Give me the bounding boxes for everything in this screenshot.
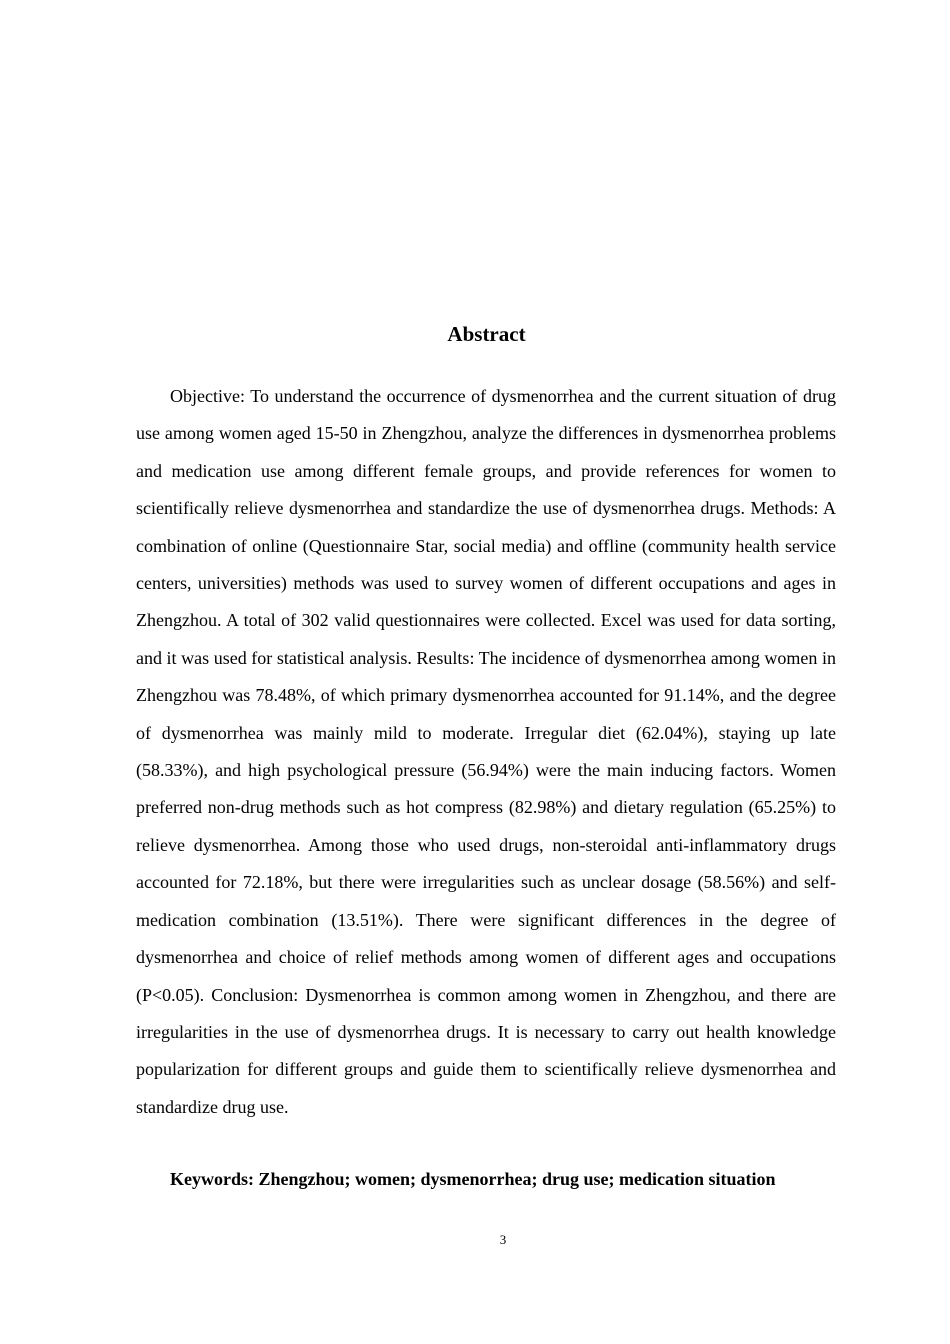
abstract-title: Abstract <box>447 322 526 346</box>
abstract-body: Objective: To understand the occurrence of dysmenorrhea and the current situation of drug use among women aged 15-50 in Zhengzhou, analyze the differences in dysmenorrhea problems and medication use among different female groups, and provide references for women to scientifically relieve dysmenorrhea and standardize the use of dysmenorrhea drugs. Methods: A combination of online (Questionnaire Star, social media) and offline (community health service centers, universities) methods was used to survey women of different occupations and ages in Zhengzhou. A total of 302 valid questionnaires were collected. Excel was used for data sorting, and it was used for statistical analysis. Results: The incidence of dysmenorrhea among women in Zhengzhou was 78.48%, of which primary dysmenorrhea accounted for 91.14%, and the degree of dysmenorrhea was mainly mild to moderate. Irregular diet (62.04%), staying up late (58.33%), and high psychological pressure (56.94%) were the main inducing factors. Women preferred non-drug methods such as hot compress (82.98%) and dietary regulation (65.25%) to relieve dysmenorrhea. Among those who used drugs, non-steroidal anti-inflammatory drugs accounted for 72.18%, but there were irregularities such as unclear dosage (58.56%) and self-medication combination (13.51%). There were significant differences in the degree of dysmenorrhea and choice of relief methods among women of different ages and occupations (P<0.05). Conclusion: Dysmenorrhea is common among women in Zhengzhou, and there are irregularities in the use of dysmenorrhea drugs. It is necessary to carry out health knowledge popularization for different groups and guide them to scientifically relieve dysmenorrhea and standardize drug use. <box>136 386 836 1117</box>
keywords-line: Keywords: Zhengzhou; women; dysmenorrhea; drug use; medication situation <box>170 1169 776 1189</box>
page-number: 3 <box>499 1232 507 1247</box>
